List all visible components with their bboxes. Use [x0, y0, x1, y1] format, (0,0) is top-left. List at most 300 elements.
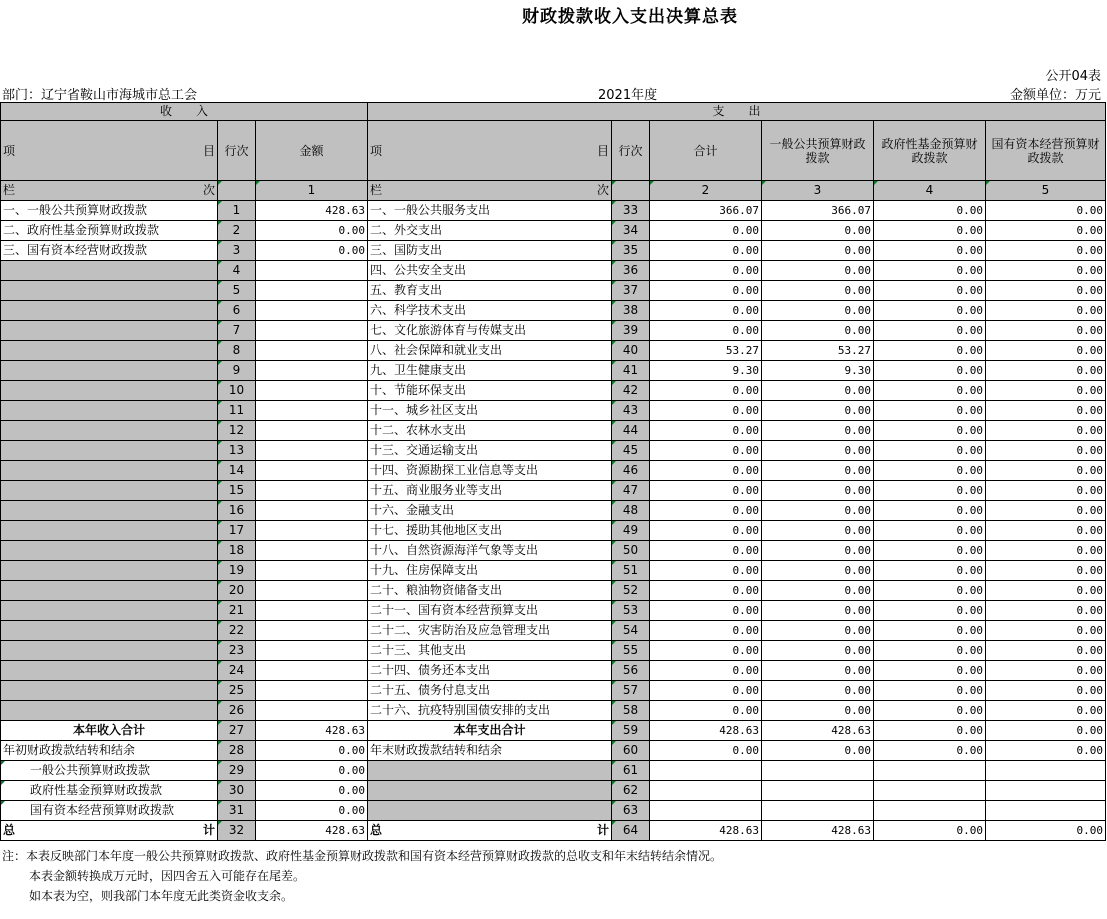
amount-cell: 0.00: [986, 261, 1106, 281]
row-no: 27: [218, 721, 256, 741]
empty-cell: [612, 181, 650, 201]
amount-cell: 428.63: [256, 821, 368, 841]
row-no: 36: [612, 261, 650, 281]
amount-cell: 0.00: [986, 821, 1106, 841]
income-item: [1, 601, 218, 621]
amount-cell: 0.00: [874, 821, 986, 841]
row-no: 2: [218, 221, 256, 241]
income-header: 收 入: [1, 103, 368, 121]
expense-item: 六、科学技术支出: [368, 301, 612, 321]
empty-cell: [650, 761, 762, 781]
amount-cell: 0.00: [650, 501, 762, 521]
row-no: 17: [218, 521, 256, 541]
income-item: [1, 281, 218, 301]
amount-cell: [256, 541, 368, 561]
income-item: [1, 541, 218, 561]
amount-cell: [256, 681, 368, 701]
table-row: [1, 421, 1106, 441]
income-item: [1, 561, 218, 581]
row-no: 47: [612, 481, 650, 501]
amount-cell: 0.00: [986, 661, 1106, 681]
amount-cell: 0.00: [986, 201, 1106, 221]
amount-cell: 9.30: [650, 361, 762, 381]
row-no: 19: [218, 561, 256, 581]
expense-item: 十四、资源勘探工业信息等支出: [368, 461, 612, 481]
row-no: 51: [612, 561, 650, 581]
income-amount-header: 金额: [256, 121, 368, 181]
row-no: 55: [612, 641, 650, 661]
income-item: [1, 461, 218, 481]
row-no: 42: [612, 381, 650, 401]
income-item: [1, 381, 218, 401]
expense-item: 二十一、国有资本经营预算支出: [368, 601, 612, 621]
amount-cell: 0.00: [874, 361, 986, 381]
form-code: 公开04表: [1045, 69, 1101, 84]
row-no: 6: [218, 301, 256, 321]
amount-cell: 0.00: [650, 321, 762, 341]
table-row: [1, 541, 1106, 561]
income-rowno-header: 行次: [218, 121, 256, 181]
row-no: 5: [218, 281, 256, 301]
empty-cell: [368, 781, 612, 801]
amount-cell: 0.00: [256, 781, 368, 801]
amount-cell: 0.00: [986, 681, 1106, 701]
amount-cell: 0.00: [650, 661, 762, 681]
amount-cell: 0.00: [762, 241, 874, 261]
amount-cell: 0.00: [874, 621, 986, 641]
amount-cell: [256, 261, 368, 281]
amount-cell: 0.00: [874, 661, 986, 681]
table-row: [1, 681, 1106, 701]
col-index-3: 3: [762, 181, 874, 201]
amount-cell: 0.00: [762, 521, 874, 541]
amount-cell: 0.00: [762, 421, 874, 441]
amount-cell: 0.00: [762, 401, 874, 421]
expense-item: 八、社会保障和就业支出: [368, 341, 612, 361]
row-no: 29: [218, 761, 256, 781]
empty-cell: [368, 801, 612, 821]
amount-cell: 0.00: [874, 321, 986, 341]
grand-total-label: 总 计: [1, 821, 218, 841]
income-item: [1, 641, 218, 661]
row-no: 11: [218, 401, 256, 421]
row-no: 57: [612, 681, 650, 701]
amount-cell: 0.00: [874, 641, 986, 661]
amount-cell: [256, 561, 368, 581]
income-total-amount: 428.63: [256, 721, 368, 741]
empty-cell: [874, 781, 986, 801]
row-no: 32: [218, 821, 256, 841]
amount-cell: 0.00: [986, 361, 1106, 381]
amount-cell: [256, 281, 368, 301]
income-item: [1, 441, 218, 461]
table-row: [1, 661, 1106, 681]
income-item: [1, 501, 218, 521]
row-no: 22: [218, 621, 256, 641]
row-no: 53: [612, 601, 650, 621]
amount-cell: 0.00: [986, 241, 1106, 261]
row-no: 59: [612, 721, 650, 741]
amount-cell: 0.00: [762, 681, 874, 701]
amount-cell: 0.00: [874, 341, 986, 361]
sub-label: 国有资本经营预算财政拨款: [1, 801, 218, 821]
amount-cell: 0.00: [650, 541, 762, 561]
amount-cell: 0.00: [762, 581, 874, 601]
amount-cell: 428.63: [762, 821, 874, 841]
income-item: [1, 661, 218, 681]
amount-cell: 0.00: [256, 741, 368, 761]
amount-cell: 0.00: [650, 381, 762, 401]
amount-cell: 0.00: [762, 441, 874, 461]
amount-cell: 0.00: [986, 401, 1106, 421]
amount-cell: 0.00: [256, 241, 368, 261]
income-item: 一、一般公共预算财政拨款: [1, 201, 218, 221]
amount-cell: [256, 341, 368, 361]
income-item: [1, 421, 218, 441]
empty-cell: [762, 801, 874, 821]
amount-cell: [256, 581, 368, 601]
row-no: 16: [218, 501, 256, 521]
sub-label: 一般公共预算财政拨款: [1, 761, 218, 781]
row-no: 62: [612, 781, 650, 801]
expense-item: 十六、金融支出: [368, 501, 612, 521]
expense-item: 九、卫生健康支出: [368, 361, 612, 381]
amount-cell: 0.00: [986, 461, 1106, 481]
income-item: 三、国有资本经营财政拨款: [1, 241, 218, 261]
amount-cell: 0.00: [762, 561, 874, 581]
amount-cell: 0.00: [762, 541, 874, 561]
header-column-row: [1, 121, 1106, 181]
expense-total-header: 合计: [650, 121, 762, 181]
amount-cell: 0.00: [874, 281, 986, 301]
empty-cell: [986, 781, 1106, 801]
amount-cell: 0.00: [874, 421, 986, 441]
expense-item: 三、国防支出: [368, 241, 612, 261]
income-item: [1, 261, 218, 281]
amount-cell: 0.00: [762, 461, 874, 481]
amount-cell: 0.00: [986, 541, 1106, 561]
footnote-1: 注：本表反映部门本年度一般公共预算财政拨款、政府性基金预算财政拨款和国有资本经营预算财政拨款的总收支和年末结转结余情况。: [2, 849, 723, 863]
footnotes: [2, 846, 722, 906]
row-no: 15: [218, 481, 256, 501]
amount-cell: 0.00: [986, 561, 1106, 581]
expense-item: 十七、援助其他地区支出: [368, 521, 612, 541]
amount-cell: 0.00: [986, 641, 1106, 661]
row-no: 13: [218, 441, 256, 461]
header-index-row: [1, 181, 1106, 201]
amount-cell: [256, 421, 368, 441]
amount-cell: 0.00: [256, 221, 368, 241]
amount-cell: 0.00: [874, 261, 986, 281]
table-row: [1, 521, 1106, 541]
amount-cell: 0.00: [986, 581, 1106, 601]
expense-item: 十三、交通运输支出: [368, 441, 612, 461]
table-row: [1, 201, 1106, 221]
income-item: [1, 521, 218, 541]
amount-cell: 0.00: [650, 461, 762, 481]
row-no: 9: [218, 361, 256, 381]
expense-item: 二十五、债务付息支出: [368, 681, 612, 701]
amount-cell: 0.00: [874, 701, 986, 721]
amount-cell: [256, 361, 368, 381]
row-no: 23: [218, 641, 256, 661]
expense-item: 二、外交支出: [368, 221, 612, 241]
amount-cell: 0.00: [874, 721, 986, 741]
amount-cell: 0.00: [986, 281, 1106, 301]
table-row: [1, 621, 1106, 641]
table-row: [1, 701, 1106, 721]
income-item: [1, 621, 218, 641]
table-row: [1, 441, 1106, 461]
row-no: 48: [612, 501, 650, 521]
amount-cell: 53.27: [650, 341, 762, 361]
footnote-2: 本表金额转换成万元时，因四舍五入可能存在尾差。: [29, 869, 306, 883]
amount-cell: 0.00: [650, 241, 762, 261]
amount-cell: 0.00: [650, 221, 762, 241]
amount-cell: 0.00: [762, 701, 874, 721]
row-no: 20: [218, 581, 256, 601]
row-no: 26: [218, 701, 256, 721]
page-title: 财政拨款收入支出决算总表: [522, 7, 738, 27]
table-row: [1, 461, 1106, 481]
amount-cell: 0.00: [650, 561, 762, 581]
expense-rowno-header: 行次: [612, 121, 650, 181]
end-carryover-label: 年末财政拨款结转和结余: [368, 741, 612, 761]
amount-cell: 0.00: [874, 581, 986, 601]
amount-cell: 0.00: [874, 221, 986, 241]
footnote-3: 如本表为空，则我部门本年度无此类资金收支余。: [29, 889, 294, 903]
meta-row: [0, 84, 1107, 102]
row-no: 54: [612, 621, 650, 641]
row-no: 35: [612, 241, 650, 261]
empty-cell: [650, 801, 762, 821]
amount-cell: 0.00: [762, 321, 874, 341]
amount-cell: [256, 481, 368, 501]
row-no: 33: [612, 201, 650, 221]
expense-item: 二十二、灾害防治及应急管理支出: [368, 621, 612, 641]
header-section-row: [1, 103, 1106, 121]
amount-cell: 0.00: [762, 641, 874, 661]
amount-cell: 366.07: [650, 201, 762, 221]
col-index-label: 栏 次: [1, 181, 218, 201]
row-no: 64: [612, 821, 650, 841]
amount-cell: 9.30: [762, 361, 874, 381]
amount-cell: 428.63: [256, 201, 368, 221]
amount-cell: 428.63: [650, 721, 762, 741]
amount-cell: [256, 601, 368, 621]
row-no: 38: [612, 301, 650, 321]
amount-cell: 0.00: [986, 421, 1106, 441]
amount-cell: 0.00: [762, 281, 874, 301]
table-row: [1, 501, 1106, 521]
table-row: [1, 401, 1106, 421]
row-no: 30: [218, 781, 256, 801]
amount-cell: 0.00: [874, 541, 986, 561]
amount-cell: [256, 461, 368, 481]
row-no: 21: [218, 601, 256, 621]
amount-unit: 金额单位：万元: [1009, 88, 1101, 103]
amount-cell: 0.00: [874, 601, 986, 621]
row-no: 14: [218, 461, 256, 481]
sub-row-capital: [1, 801, 1106, 821]
table-row: [1, 381, 1106, 401]
col-index-2: 2: [650, 181, 762, 201]
amount-cell: 0.00: [650, 621, 762, 641]
amount-cell: 0.00: [762, 301, 874, 321]
expense-item: 十八、自然资源海洋气象等支出: [368, 541, 612, 561]
row-no: 52: [612, 581, 650, 601]
row-no: 56: [612, 661, 650, 681]
row-no: 63: [612, 801, 650, 821]
amount-cell: [256, 701, 368, 721]
table-row: [1, 281, 1106, 301]
income-total-label: 本年收入合计: [1, 721, 218, 741]
amount-cell: 0.00: [762, 481, 874, 501]
expense-item: 四、公共安全支出: [368, 261, 612, 281]
amount-cell: 0.00: [650, 601, 762, 621]
amount-cell: 0.00: [762, 501, 874, 521]
row-no: 61: [612, 761, 650, 781]
row-no: 58: [612, 701, 650, 721]
col-index-5: 5: [986, 181, 1106, 201]
amount-cell: 0.00: [986, 501, 1106, 521]
table-row: [1, 561, 1106, 581]
amount-cell: 0.00: [762, 621, 874, 641]
table-row: [1, 361, 1106, 381]
row-no: 34: [612, 221, 650, 241]
amount-cell: 0.00: [762, 261, 874, 281]
amount-cell: 0.00: [650, 421, 762, 441]
amount-cell: 0.00: [650, 521, 762, 541]
row-no: 10: [218, 381, 256, 401]
expense-item: 十一、城乡社区支出: [368, 401, 612, 421]
row-no: 50: [612, 541, 650, 561]
amount-cell: [256, 661, 368, 681]
amount-cell: [256, 401, 368, 421]
amount-cell: 0.00: [874, 441, 986, 461]
amount-cell: 0.00: [986, 441, 1106, 461]
expense-item: 十二、农林水支出: [368, 421, 612, 441]
row-no: 46: [612, 461, 650, 481]
amount-cell: 0.00: [874, 681, 986, 701]
income-item: [1, 581, 218, 601]
row-no: 12: [218, 421, 256, 441]
amount-cell: 0.00: [650, 261, 762, 281]
row-no: 31: [218, 801, 256, 821]
row-no: 8: [218, 341, 256, 361]
amount-cell: 0.00: [762, 381, 874, 401]
income-item: [1, 481, 218, 501]
expense-item: 十五、商业服务业等支出: [368, 481, 612, 501]
row-no: 25: [218, 681, 256, 701]
table-row: [1, 241, 1106, 261]
sub-row-fund: [1, 781, 1106, 801]
row-no: 45: [612, 441, 650, 461]
amount-cell: 0.00: [650, 641, 762, 661]
income-item: [1, 341, 218, 361]
grand-total-label-right: 总 计: [368, 821, 612, 841]
amount-cell: 0.00: [256, 761, 368, 781]
table-row: [1, 341, 1106, 361]
amount-cell: [256, 381, 368, 401]
amount-cell: 0.00: [650, 281, 762, 301]
table-row: [1, 261, 1106, 281]
expense-item: 二十六、抗疫特别国债安排的支出: [368, 701, 612, 721]
amount-cell: 0.00: [874, 461, 986, 481]
amount-cell: 0.00: [650, 701, 762, 721]
income-item: [1, 321, 218, 341]
row-no: 49: [612, 521, 650, 541]
row-no: 24: [218, 661, 256, 681]
expense-header: 支 出: [368, 103, 1106, 121]
amount-cell: [256, 621, 368, 641]
amount-cell: 0.00: [762, 601, 874, 621]
col-index-4: 4: [874, 181, 986, 201]
empty-cell: [762, 761, 874, 781]
expense-item: 二十三、其他支出: [368, 641, 612, 661]
state-capital-header: 国有资本经营预算财政拨款: [986, 121, 1106, 181]
amount-cell: 0.00: [650, 581, 762, 601]
amount-cell: 366.07: [762, 201, 874, 221]
amount-cell: [256, 441, 368, 461]
empty-cell: [874, 761, 986, 781]
expense-item: 七、文化旅游体育与传媒支出: [368, 321, 612, 341]
department-label: 部门：辽宁省鞍山市海城市总工会: [2, 88, 198, 103]
amount-cell: 428.63: [650, 821, 762, 841]
amount-cell: [256, 521, 368, 541]
row-no: 44: [612, 421, 650, 441]
empty-cell: [650, 781, 762, 801]
amount-cell: 0.00: [874, 561, 986, 581]
amount-cell: 0.00: [986, 221, 1106, 241]
amount-cell: 0.00: [986, 621, 1106, 641]
table-row: [1, 321, 1106, 341]
table-row: [1, 481, 1106, 501]
amount-cell: 0.00: [874, 241, 986, 261]
expense-item-header: 项 目: [368, 121, 612, 181]
fiscal-year: 2021年度: [598, 88, 658, 103]
empty-cell: [986, 801, 1106, 821]
expense-item: 二十四、债务还本支出: [368, 661, 612, 681]
expense-item: 二十、粮油物资储备支出: [368, 581, 612, 601]
gov-fund-header: 政府性基金预算财政拨款: [874, 121, 986, 181]
amount-cell: 0.00: [986, 381, 1106, 401]
amount-cell: 0.00: [650, 301, 762, 321]
sub-label: 政府性基金预算财政拨款: [1, 781, 218, 801]
amount-cell: 0.00: [650, 401, 762, 421]
year-total-row: [1, 721, 1106, 741]
amount-cell: 0.00: [986, 741, 1106, 761]
amount-cell: 0.00: [874, 201, 986, 221]
income-item: [1, 301, 218, 321]
amount-cell: 0.00: [762, 221, 874, 241]
sub-row-general: [1, 761, 1106, 781]
row-no: 1: [218, 201, 256, 221]
row-no: 37: [612, 281, 650, 301]
row-no: 18: [218, 541, 256, 561]
col-index-1: 1: [256, 181, 368, 201]
row-no: 41: [612, 361, 650, 381]
amount-cell: 0.00: [874, 521, 986, 541]
table-row: [1, 641, 1106, 661]
row-no: 4: [218, 261, 256, 281]
amount-cell: 0.00: [650, 741, 762, 761]
row-no: 39: [612, 321, 650, 341]
empty-cell: [986, 761, 1106, 781]
row-no: 7: [218, 321, 256, 341]
income-item-header: 项 目: [1, 121, 218, 181]
row-no: 28: [218, 741, 256, 761]
